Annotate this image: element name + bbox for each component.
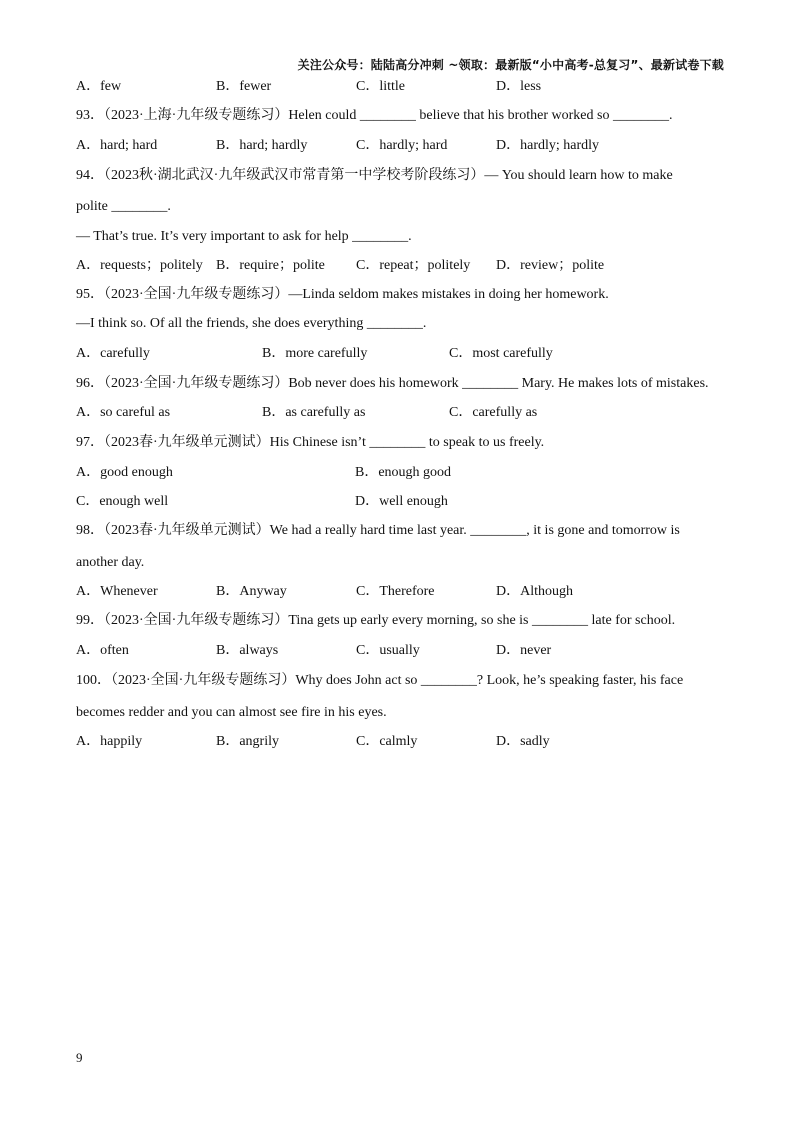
option-a: A．so careful as — [76, 405, 171, 420]
question-stem: 99．（2023·全国·九年级专题练习）Tina gets up early every morning, so she is ________ late for school. — [76, 613, 676, 628]
option-b: B．require；polite — [216, 258, 325, 273]
option-b: B．hard; hardly — [216, 138, 308, 153]
question-stem: 96．（2023·全国·九年级专题练习）Bob never does his homework ________ Mary. He makes lots of mistakes. — [76, 376, 709, 391]
option-d: D．never — [496, 643, 552, 658]
option-a: A．requests；politely — [76, 258, 203, 273]
question-stem: 100．（2023·全国·九年级专题练习）Why does John act so ________? Look, he’s speaking faster, his face — [76, 673, 684, 688]
question-dialogue-line: —I think so. Of all the friends, she does everything ________. — [76, 316, 427, 331]
question-stem: 94．（2023秋·湖北武汉·九年级武汉市常青第一中学校考阶段练习）— You should learn how to make — [76, 168, 673, 183]
question-stem-continued: another day. — [76, 555, 145, 570]
option-c: C．hardly; hard — [356, 138, 448, 153]
page-number: 9 — [76, 1050, 83, 1065]
page-header: 关注公众号：陆陆高分冲刺 ~领取：最新版“小中高考-总复习”、最新试卷下载 — [297, 58, 724, 72]
option-b: B．Anyway — [216, 584, 287, 599]
option-c: C．Therefore — [356, 584, 435, 599]
question-stem-continued: polite ________. — [76, 199, 171, 214]
question-dialogue-line: — That’s true. It’s very important to ask for help ________. — [76, 229, 412, 244]
option-d: D．review；polite — [496, 258, 605, 273]
option-b: B．always — [216, 643, 279, 658]
option-d: D．Although — [496, 584, 573, 599]
option-d: D．hardly; hardly — [496, 138, 600, 153]
option-a: A．happily — [76, 734, 143, 749]
option-d: D．less — [496, 79, 542, 94]
question-stem-continued: becomes redder and you can almost see fire in his eyes. — [76, 705, 387, 720]
option-a: A．often — [76, 643, 129, 658]
question-stem: 93．（2023·上海·九年级专题练习）Helen could ________ believe that his brother worked so ________. — [76, 108, 673, 123]
option-b: B．angrily — [216, 734, 279, 749]
option-b: B．as carefully as — [262, 405, 366, 420]
option-c: C．little — [356, 79, 405, 94]
question-stem: 98．（2023春·九年级单元测试）We had a really hard time last year. ________, it is gone and tomorrow is — [76, 523, 680, 538]
option-a: A．few — [76, 79, 122, 94]
option-b: B．enough good — [355, 465, 452, 480]
option-a: A．Whenever — [76, 584, 158, 599]
option-d: D．well enough — [355, 494, 448, 509]
option-c: C．enough well — [76, 494, 169, 509]
option-c: C．calmly — [356, 734, 418, 749]
option-b: B．more carefully — [262, 346, 368, 361]
option-c: C．carefully as — [449, 405, 538, 420]
question-stem: 97．（2023春·九年级单元测试）His Chinese isn’t ________ to speak to us freely. — [76, 435, 545, 450]
option-b: B．fewer — [216, 79, 272, 94]
option-c: C．most carefully — [449, 346, 553, 361]
option-a: A．carefully — [76, 346, 150, 361]
option-c: C．repeat；politely — [356, 258, 471, 273]
option-c: C．usually — [356, 643, 420, 658]
question-stem: 95．（2023·全国·九年级专题练习）—Linda seldom makes mistakes in doing her homework. — [76, 287, 609, 302]
option-a: A．good enough — [76, 465, 173, 480]
option-a: A．hard; hard — [76, 138, 158, 153]
option-d: D．sadly — [496, 734, 550, 749]
